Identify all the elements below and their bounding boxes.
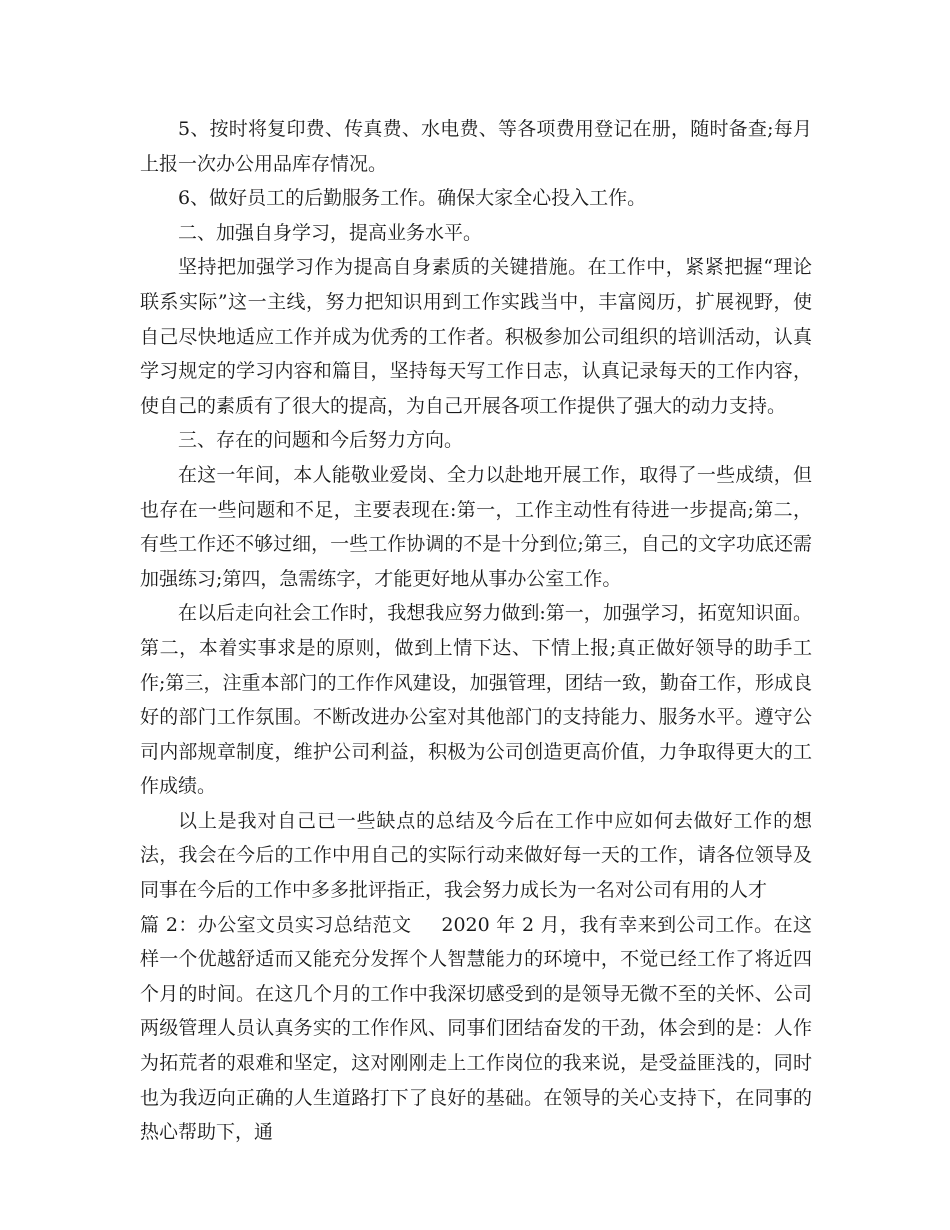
section-heading-problems: 三、存在的问题和今后努力方向。 — [178, 429, 464, 452]
paragraph-study: 坚持把加强学习作为提高自身素质的关键措施。在工作中，紧紧把握“理论联系实际”这一主线，努力把知识用到工作实践当中，丰富阅历，扩展视野，使自己尽快地适应工作并成为优秀的工作者。积极参加公司组织的培训活动，认真学习规定的学习内容和篇目，坚持每天写工作日志，认真记录每天的工作内容，使自己的素质有了很大的提高，为自己开展各项工作提供了强大的动力支持。 — [140, 256, 812, 417]
paragraph-problems: 在这一年间，本人能敬业爱岗、全力以赴地开展工作，取得了一些成绩，但也存在一些问题和不足，主要表现在:第一，工作主动性有待进一步提高;第二，有些工作还不够过细，一些工作协调的不是十分到位;第三，自己的文字功底还需加强练习;第四，急需练字，才能更好地从事办公室工作。 — [140, 463, 812, 590]
paragraph-item-6: 6、做好员工的后勤服务工作。确保大家全心投入工作。 — [178, 187, 647, 210]
document-body — [140, 112, 812, 1150]
paragraph-conclusion: 以上是我对自己已一些缺点的总结及今后在工作中应如何去做好工作的想法，我会在今后的工作中用自己的实际行动来做好每一天的工作，请各位领导及同事在今后的工作中多多批评指正，我会努力成长为一名对公司有用的人才 — [140, 809, 812, 902]
section2-body: 2020 年 2 月，我有幸来到公司工作。在这样一个优越舒适而又能充分发挥个人智慧能力的环境中，不觉已经工作了将近四个月的时间。在这几个月的工作中我深切感受到的是领导无微不至的关怀、公司两级管理人员认真务实的工作作风、同事们团结奋发的干劲，体会到的是：人作为拓荒者的艰难和坚定，这对刚刚走上工作岗位的我来说，是受益匪浅的，同时也为我迈向正确的人生道路打下了良好的基础。在领导的关心支持下，在同事的热心帮助下，通 — [140, 913, 813, 1144]
section2-paragraph — [140, 908, 812, 1150]
section-heading-study: 二、加强自身学习，提高业务水平。 — [178, 221, 483, 244]
paragraph-future: 在以后走向社会工作时，我想我应努力做到:第一，加强学习，拓宽知识面。第二，本着实事求是的原则，做到上情下达、下情上报;真正做好领导的助手工作;第三，注重本部门的工作作风建设，加强管理，团结一致，勤奋工作，形成良好的部门工作氛围。不断改进办公室对其他部门的支持能力、服务水平。遵守公司内部规章制度，维护公司利益，积极为公司创造更高价值，力争取得更大的工作成绩。 — [140, 602, 812, 798]
paragraph-item-5: 5、按时将复印费、传真费、水电费、等各项费用登记在册，随时备查;每月上报一次办公用品库存情况。 — [140, 118, 812, 175]
section2-heading: 篇 2：办公室文员实习总结范文 — [140, 913, 412, 936]
